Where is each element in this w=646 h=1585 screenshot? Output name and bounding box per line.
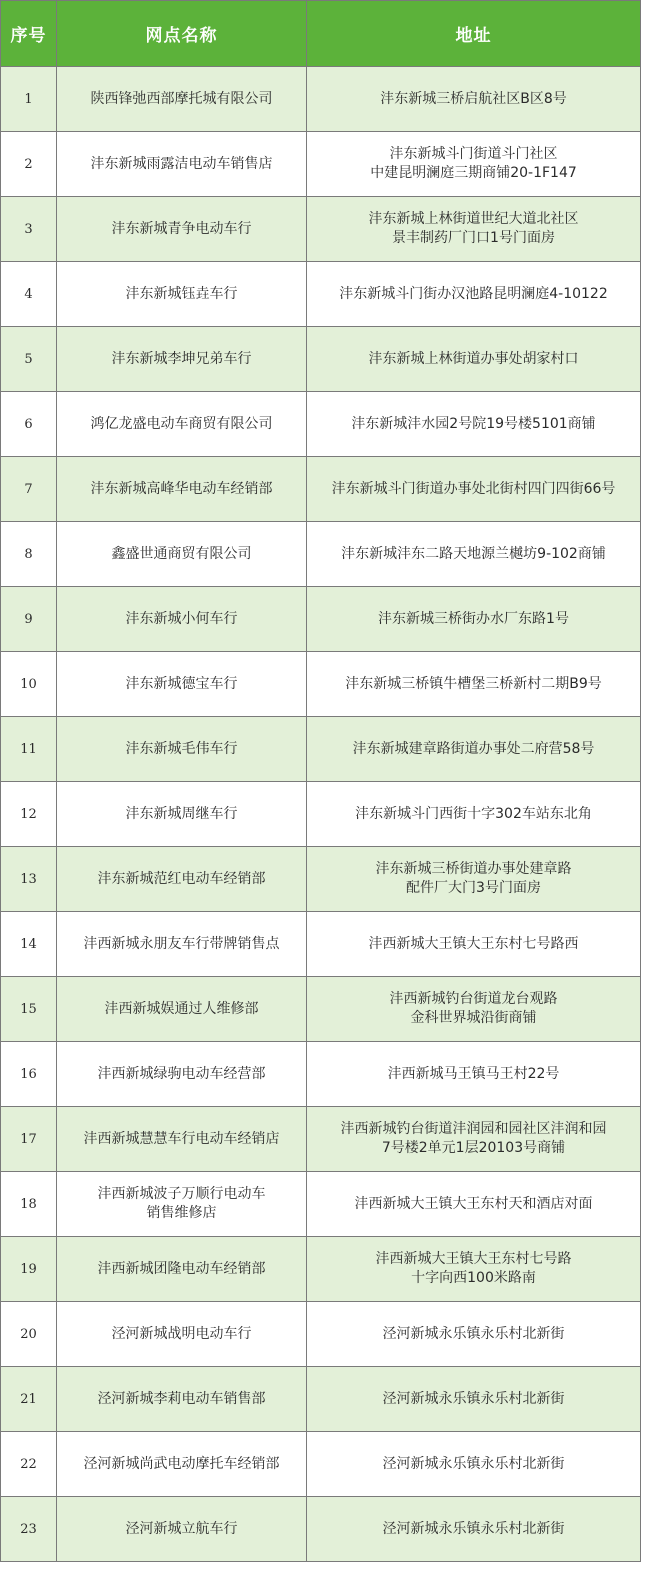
cell-outlet-name	[57, 1432, 307, 1497]
outlet-name-line: 沣西新城波子万顺行电动车	[97, 1186, 266, 1202]
address-line: 沣东新城沣水园2号院19号楼5101商铺	[351, 415, 596, 432]
cell-address	[307, 717, 641, 782]
outlet-name-line: 沣东新城毛伟车行	[125, 740, 238, 757]
address-line: 沣西新城大王镇大王东村天和酒店对面	[354, 1195, 593, 1212]
cell-serial: 19	[1, 1237, 57, 1302]
cell-outlet-name	[57, 197, 307, 262]
address-line: 泾河新城永乐镇永乐村北新街	[382, 1520, 565, 1537]
cell-outlet-name	[57, 977, 307, 1042]
cell-serial: 21	[1, 1367, 57, 1432]
cell-serial: 1	[1, 67, 57, 132]
table-row	[1, 1367, 641, 1432]
table-row	[1, 197, 641, 262]
cell-serial: 16	[1, 1042, 57, 1107]
table-row	[1, 262, 641, 327]
header-serial: 序号	[1, 1, 57, 67]
table-row	[1, 782, 641, 847]
cell-serial: 11	[1, 717, 57, 782]
table-row	[1, 1432, 641, 1497]
cell-outlet-name	[57, 392, 307, 457]
outlet-name-line: 沣西新城绿驹电动车经营部	[97, 1065, 266, 1082]
address-line: 景丰制药厂门口1号门面房	[392, 230, 555, 246]
address-line: 沣东新城斗门西街十字302车站东北角	[355, 805, 592, 822]
cell-outlet-name	[57, 587, 307, 652]
cell-serial: 15	[1, 977, 57, 1042]
address-line: 沣西新城钓台街道龙台观路	[389, 991, 558, 1007]
address-line: 十字向西100米路南	[411, 1270, 536, 1286]
cell-outlet-name	[57, 132, 307, 197]
header-address: 地址	[307, 1, 641, 67]
table-body	[1, 67, 641, 1562]
address-line: 金科世界城沿街商铺	[410, 1010, 537, 1026]
cell-serial: 18	[1, 1172, 57, 1237]
outlet-name-line: 泾河新城李莉电动车销售部	[97, 1390, 266, 1407]
cell-serial: 13	[1, 847, 57, 912]
cell-outlet-name	[57, 717, 307, 782]
cell-outlet-name	[57, 522, 307, 587]
cell-outlet-name	[57, 1042, 307, 1107]
address-line: 沣东新城三桥街办水厂东路1号	[378, 610, 569, 627]
cell-serial: 3	[1, 197, 57, 262]
cell-address	[307, 587, 641, 652]
cell-serial: 14	[1, 912, 57, 977]
outlet-name-line: 沣东新城德宝车行	[125, 675, 238, 692]
cell-serial: 12	[1, 782, 57, 847]
address-line: 沣东新城斗门街道斗门社区	[389, 146, 558, 162]
cell-address	[307, 847, 641, 912]
table-row	[1, 1172, 641, 1237]
table-row	[1, 1237, 641, 1302]
cell-address	[307, 652, 641, 717]
cell-address	[307, 1107, 641, 1172]
cell-outlet-name	[57, 457, 307, 522]
outlet-name-line: 鑫盛世通商贸有限公司	[111, 545, 252, 562]
cell-outlet-name	[57, 262, 307, 327]
table-row	[1, 457, 641, 522]
outlet-name-line: 泾河新城战明电动车行	[111, 1325, 252, 1342]
table-row	[1, 1497, 641, 1562]
outlet-name-line: 沣西新城永朋友车行带牌销售点	[83, 935, 280, 952]
cell-outlet-name	[57, 912, 307, 977]
address-line: 沣西新城钓台街道沣润园和园社区沣润和园	[340, 1121, 607, 1137]
outlet-name-line: 沣东新城钰垚车行	[125, 285, 238, 302]
address-line: 泾河新城永乐镇永乐村北新街	[382, 1455, 565, 1472]
table-row	[1, 132, 641, 197]
outlet-name-line: 泾河新城尚武电动摩托车经销部	[83, 1455, 280, 1472]
table-row	[1, 912, 641, 977]
cell-address	[307, 457, 641, 522]
header-outlet-name: 网点名称	[57, 1, 307, 67]
address-line: 沣东新城上林街道办事处胡家村口	[368, 350, 579, 367]
outlet-name-line: 陕西锋弛西部摩托城有限公司	[90, 90, 273, 107]
address-line: 沣西新城马王镇马王村22号	[387, 1065, 560, 1082]
address-line: 配件厂大门3号门面房	[406, 880, 541, 896]
table-row	[1, 977, 641, 1042]
cell-address	[307, 522, 641, 587]
table-row	[1, 1302, 641, 1367]
table-row	[1, 327, 641, 392]
cell-outlet-name	[57, 1497, 307, 1562]
cell-serial: 10	[1, 652, 57, 717]
outlet-name-line: 沣西新城团隆电动车经销部	[97, 1260, 266, 1277]
table-header-row	[1, 1, 641, 67]
outlet-name-line: 沣东新城高峰华电动车经销部	[90, 480, 273, 497]
outlet-name-line: 沣东新城周继车行	[125, 805, 238, 822]
cell-serial: 23	[1, 1497, 57, 1562]
address-line: 沣东新城斗门街道办事处北街村四门四街66号	[331, 480, 616, 497]
table-row	[1, 652, 641, 717]
cell-address	[307, 782, 641, 847]
cell-outlet-name	[57, 327, 307, 392]
table-row	[1, 522, 641, 587]
cell-serial: 9	[1, 587, 57, 652]
cell-address	[307, 1497, 641, 1562]
cell-outlet-name	[57, 1367, 307, 1432]
cell-serial: 22	[1, 1432, 57, 1497]
cell-address	[307, 912, 641, 977]
cell-outlet-name	[57, 1302, 307, 1367]
cell-serial: 20	[1, 1302, 57, 1367]
address-line: 沣东新城斗门街办汉池路昆明澜庭4-10122	[339, 285, 608, 302]
cell-address	[307, 1172, 641, 1237]
outlet-name-line: 沣东新城范红电动车经销部	[97, 870, 266, 887]
outlet-name-line: 泾河新城立航车行	[125, 1520, 238, 1537]
cell-serial: 7	[1, 457, 57, 522]
address-line: 沣东新城沣东二路天地源兰樾坊9-102商铺	[341, 545, 606, 562]
table-row	[1, 1107, 641, 1172]
cell-outlet-name	[57, 652, 307, 717]
address-line: 沣西新城大王镇大王东村七号路西	[368, 935, 579, 952]
table-row	[1, 392, 641, 457]
cell-address	[307, 977, 641, 1042]
cell-outlet-name	[57, 782, 307, 847]
cell-outlet-name	[57, 67, 307, 132]
cell-address	[307, 1432, 641, 1497]
cell-serial: 5	[1, 327, 57, 392]
cell-address	[307, 262, 641, 327]
address-line: 沣东新城建章路街道办事处二府营58号	[352, 740, 595, 757]
address-line: 沣东新城三桥启航社区B区8号	[380, 90, 567, 107]
cell-serial: 4	[1, 262, 57, 327]
cell-outlet-name	[57, 847, 307, 912]
outlet-name-line: 沣东新城雨露洁电动车销售店	[90, 155, 273, 172]
table-row	[1, 67, 641, 132]
cell-address	[307, 132, 641, 197]
table-row	[1, 1042, 641, 1107]
outlet-name-line: 沣西新城娱通过人维修部	[104, 1000, 259, 1017]
cell-address	[307, 197, 641, 262]
outlet-name-line: 鸿亿龙盛电动车商贸有限公司	[90, 415, 273, 432]
table-row	[1, 717, 641, 782]
outlet-name-line: 沣东新城青争电动车行	[111, 220, 252, 237]
cell-address	[307, 1237, 641, 1302]
cell-serial: 6	[1, 392, 57, 457]
address-line: 沣东新城三桥镇牛槽堡三桥新村二期B9号	[345, 675, 602, 692]
cell-outlet-name	[57, 1107, 307, 1172]
address-line: 泾河新城永乐镇永乐村北新街	[382, 1325, 565, 1342]
cell-serial: 8	[1, 522, 57, 587]
cell-address	[307, 327, 641, 392]
cell-address	[307, 67, 641, 132]
outlet-name-line: 销售维修店	[146, 1205, 217, 1221]
cell-serial: 2	[1, 132, 57, 197]
address-line: 中建昆明澜庭三期商铺20-1F147	[370, 165, 577, 181]
outlet-name-line: 沣东新城小何车行	[125, 610, 238, 627]
table-row	[1, 847, 641, 912]
outlet-name-line: 沣西新城慧慧车行电动车经销店	[83, 1130, 280, 1147]
address-line: 7号楼2单元1层20103号商铺	[381, 1140, 566, 1156]
address-line: 沣东新城上林街道世纪大道北社区	[368, 211, 579, 227]
table-row	[1, 587, 641, 652]
cell-serial: 17	[1, 1107, 57, 1172]
cell-address	[307, 1042, 641, 1107]
cell-address	[307, 1302, 641, 1367]
address-line: 沣西新城大王镇大王东村七号路	[375, 1251, 572, 1267]
outlet-name-line: 沣东新城李坤兄弟车行	[111, 350, 252, 367]
address-line: 沣东新城三桥街道办事处建章路	[375, 861, 572, 877]
address-line: 泾河新城永乐镇永乐村北新街	[382, 1390, 565, 1407]
cell-address	[307, 1367, 641, 1432]
cell-outlet-name	[57, 1172, 307, 1237]
cell-address	[307, 392, 641, 457]
cell-outlet-name	[57, 1237, 307, 1302]
